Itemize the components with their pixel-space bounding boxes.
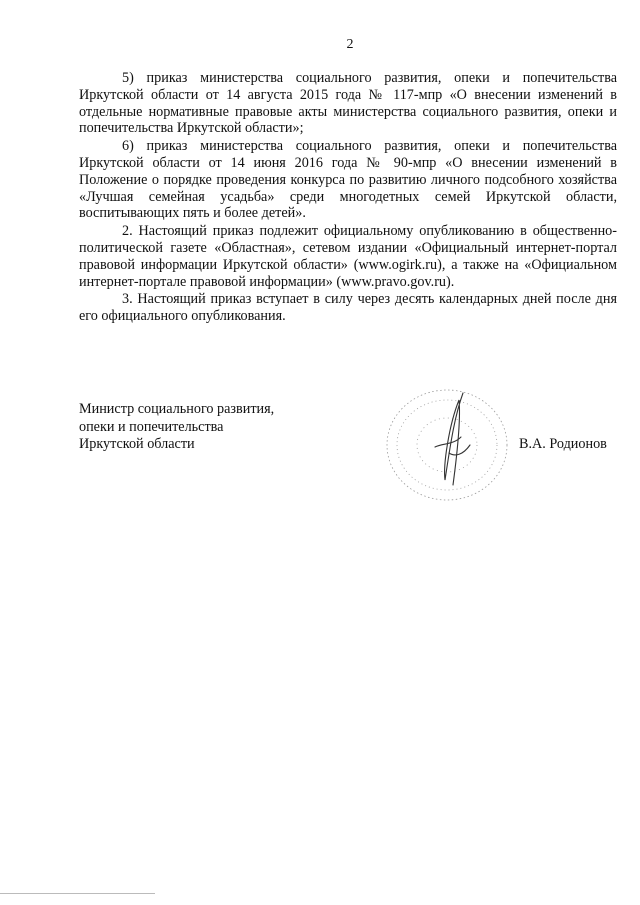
paragraph-item-6: 6) приказ министерства социального развития, опеки и попечительства Иркутской области от 14 июня 2016 года № 90-мпр «О внесении изменений в Положение о порядке проведения конкурса по развитию личного подсобного хозяйства «Лучшая семейная усадьба» среди многодетных семей Иркутской области, воспитывающих пять и более детей». <box>79 138 617 222</box>
paragraph-item-5: 5) приказ министерства социального развития, опеки и попечительства Иркутской области от 14 августа 2015 года № 117-мпр «О внесении изменений в отдельные нормативные правовые акты министерства социального развития, опеки и попечительства Иркутской области»; <box>79 70 617 137</box>
signatory-name: В.А. Родионов <box>519 436 607 452</box>
signatory-title <box>79 401 339 454</box>
signatory-title-line: опеки и попечительства <box>79 418 224 435</box>
paragraph-section-3: 3. Настоящий приказ вступает в силу через десять календарных дней после дня его официального опубликования. <box>79 291 617 325</box>
page-number: 2 <box>346 37 354 52</box>
official-seal-stamp <box>375 385 525 510</box>
paragraph-section-2: 2. Настоящий приказ подлежит официальному опубликованию в общественно-политической газете «Областная», сетевом издании «Официальный интернет-портал правовой информации Иркутской области» (www.ogirk.ru), а также на «Официальном интернет-портале правовой информации» (www.pravo.gov.ru). <box>79 223 617 290</box>
handwritten-signature <box>435 393 470 485</box>
signatory-title-line: Иркутской области <box>79 436 195 452</box>
footer-divider <box>0 893 155 894</box>
signatory-title-line: Министр социального развития, <box>79 401 275 417</box>
document-body <box>79 70 617 325</box>
